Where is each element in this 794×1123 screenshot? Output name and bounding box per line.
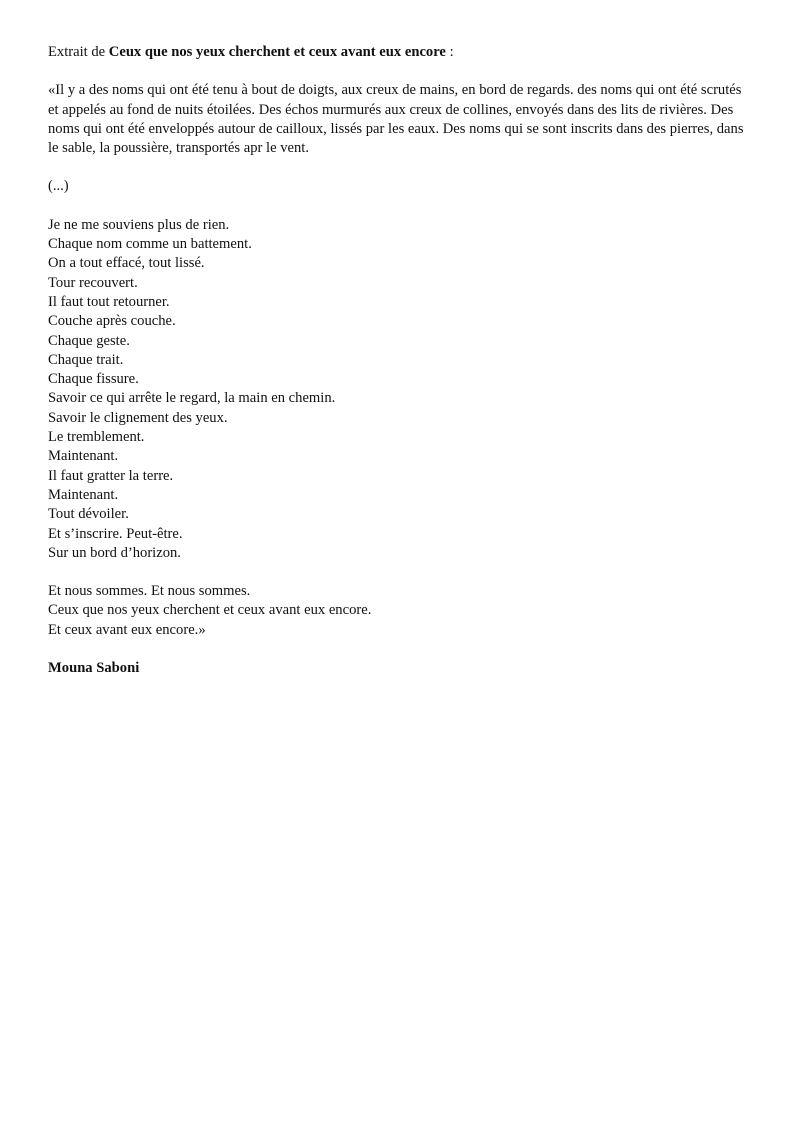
poem-line: Chaque fissure. (48, 371, 139, 388)
stanza-2 (48, 582, 748, 640)
poem-line: Et nous sommes. Et nous sommes. (48, 583, 251, 600)
opening-paragraph: «Il y a des noms qui ont été tenu à bout de doigts, aux creux de mains, en bord de regards. des noms qui ont été scrutés et appelés au fond de nuits étoilées. Des échos murmurés aux creux de collines, envoyés dans des lits de rivières. Des noms qui ont été enveloppés autour de cailloux, lissés par les eaux. Des noms qui se sont inscrits dans des pierres, dans le sable, la poussière, transportés apr le vent. (48, 82, 744, 157)
poem-line: Chaque trait. (48, 351, 124, 368)
poem-line: Maintenant. (48, 486, 119, 503)
poem-line: Le tremblement. (48, 429, 145, 446)
poem-line: Je ne me souviens plus de rien. (48, 216, 230, 233)
poem-line: Et ceux avant eux encore.» (48, 621, 206, 638)
poem-line: Savoir ce qui arrête le regard, la main en chemin. (48, 390, 336, 407)
poem-line: On a tout effacé, tout lissé. (48, 255, 205, 272)
poem-line: Tour recouvert. (48, 274, 138, 291)
poem-line: Sur un bord d’horizon. (48, 544, 181, 561)
document-page (48, 43, 748, 678)
poem-line: Savoir le clignement des yeux. (48, 409, 228, 426)
stanza-1 (48, 216, 748, 563)
author-signature: Mouna Saboni (48, 660, 140, 677)
intro-suffix: : (445, 44, 454, 60)
work-title: Ceux que nos yeux cherchent et ceux avant eux encore (108, 44, 446, 60)
poem-line: Maintenant. (48, 448, 119, 465)
poem-line: Il faut tout retourner. (48, 293, 170, 310)
poem-line: Il faut gratter la terre. (48, 467, 174, 484)
ellipsis: (...) (48, 178, 69, 195)
poem-line: Chaque geste. (48, 332, 130, 349)
intro-prefix: Extrait de (48, 44, 109, 60)
poem-line: Couche après couche. (48, 313, 176, 330)
poem-line: Et s’inscrire. Peut-être. (48, 525, 183, 542)
poem-line: Ceux que nos yeux cherchent et ceux avant eux encore. (48, 602, 372, 619)
poem-line: Chaque nom comme un battement. (48, 236, 252, 253)
intro-line (48, 43, 748, 62)
poem-line: Tout dévoiler. (48, 506, 129, 523)
